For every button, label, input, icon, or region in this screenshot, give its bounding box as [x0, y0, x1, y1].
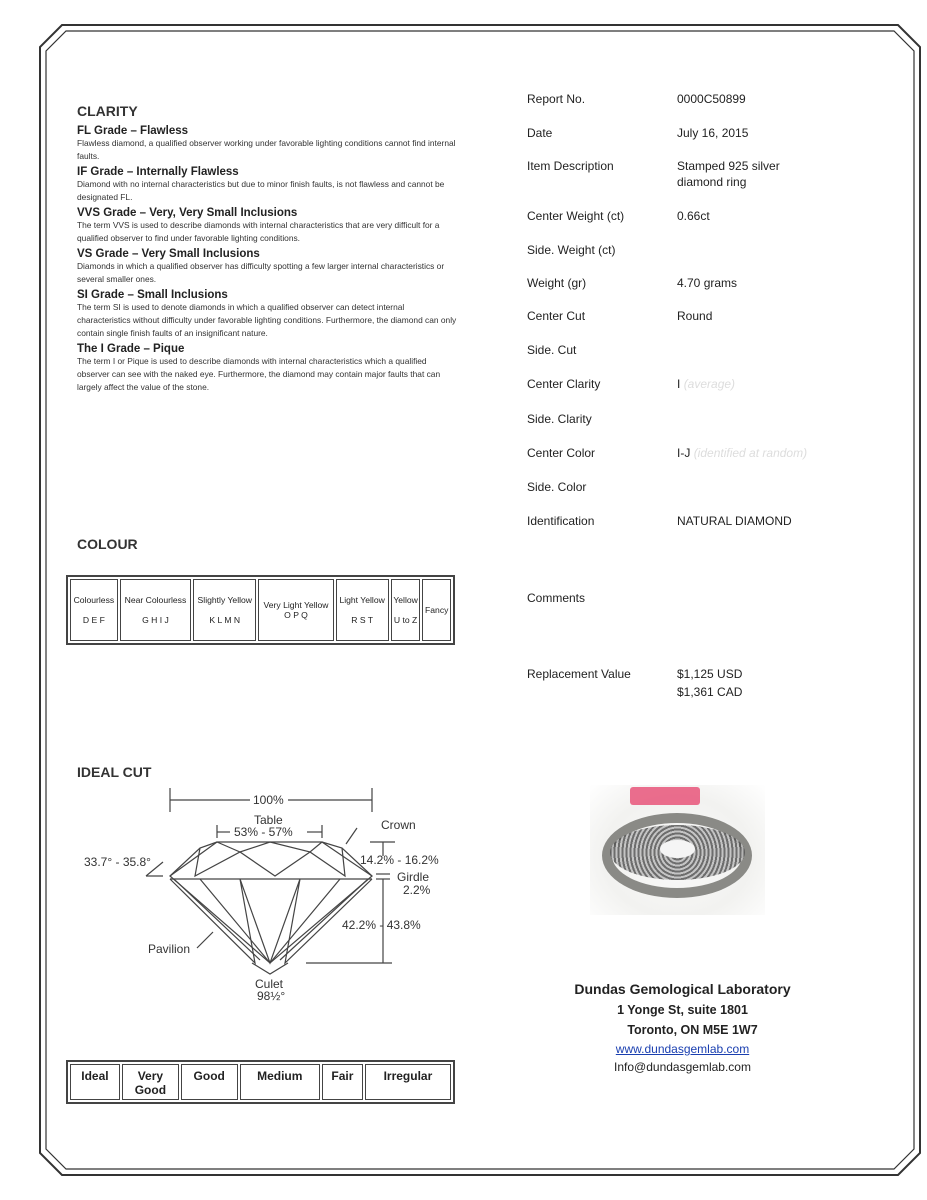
ideal-cut-title: IDEAL CUT — [77, 764, 152, 780]
girdle-pct-label: 2.2% — [403, 883, 431, 897]
field-label: Weight (gr) — [527, 276, 587, 290]
colour-cell: Yellow U to Z — [391, 579, 421, 641]
field-label: Side. Cut — [527, 343, 577, 357]
grade-heading: The I Grade – Pique — [77, 343, 185, 355]
lab-address-line2: Toronto, ON M5E 1W7 — [627, 1023, 758, 1037]
item-description: Stamped 925 silver diamond ring — [677, 159, 780, 189]
pavilion-depth-label: 42.2% - 43.8% — [342, 918, 421, 932]
report-date: July 16, 2015 — [677, 126, 749, 140]
crown-height-label: 14.2% - 16.2% — [360, 853, 439, 867]
culet-label: Culet — [255, 977, 284, 991]
grade-text: Flawless diamond, a qualified observer working under favorable lighting conditions cannot find internal faults. — [77, 138, 456, 161]
pavilion-label: Pavilion — [148, 942, 191, 956]
cut-grade-cell: Fair — [322, 1064, 363, 1100]
width-label: 100% — [253, 793, 284, 807]
center-clarity: I (average) — [677, 377, 736, 391]
field-label: Side. Clarity — [527, 412, 592, 426]
colour-cell: Colourless D E F — [70, 579, 118, 641]
center-color: I-J (identified at random) — [677, 446, 808, 460]
field-label: Date — [527, 126, 553, 140]
center-weight: 0.66ct — [677, 209, 710, 223]
lab-info — [540, 981, 825, 1074]
girdle-label: Girdle — [397, 870, 430, 884]
field-label: Item Description — [527, 159, 614, 173]
field-label: Replacement Value — [527, 667, 631, 681]
cut-grade-cell: Medium — [240, 1064, 320, 1100]
identification: NATURAL DIAMOND — [677, 514, 792, 528]
cut-grade-cell: Good — [181, 1064, 238, 1100]
field-label: Report No. — [527, 92, 586, 106]
center-cut: Round — [677, 309, 713, 323]
lab-website-link[interactable]: www.dundasgemlab.com — [615, 1042, 750, 1056]
weight-grams: 4.70 grams — [677, 276, 738, 290]
culet-angle-label: 98½° — [257, 989, 286, 1003]
lab-name: Dundas Gemological Laboratory — [574, 981, 791, 997]
field-label: Center Color — [527, 446, 596, 460]
crown-angle-label: 33.7° - 35.8° — [84, 855, 151, 869]
colour-cell: Light Yellow R S T — [336, 579, 389, 641]
colour-scale-table — [66, 575, 455, 645]
grade-text: The term VVS is used to describe diamonds with internal characteristics that are very difficult for a qualified observer to find under favorable lighting conditions. — [77, 220, 440, 243]
field-label: Comments — [527, 591, 586, 605]
lab-email: Info@dundasgemlab.com — [614, 1060, 751, 1074]
field-label: Identification — [527, 514, 595, 528]
colour-title: COLOUR — [77, 536, 138, 552]
colour-cell: Slightly Yellow K L M N — [193, 579, 256, 641]
cut-grade-cell: Very Good — [122, 1064, 179, 1100]
clarity-title: CLARITY — [77, 103, 138, 119]
grade-text: The term SI is used to denote diamonds in which a qualified observer can detect internal characteristics without difficulty under favorable lighting conditions. Furthermore, the diamond can only contain single finish faults of an insignificant nature. — [77, 302, 457, 338]
replacement-value: $1,125 USD $1,361 CAD — [677, 667, 743, 699]
price-tag — [630, 787, 700, 805]
grade-text: The term I or Pique is used to describe diamonds with internal characteristics which a qualified observer can see with the naked eye. Furthermore, the diamond may contain major faults that can largely affect the value of the stone. — [77, 356, 441, 392]
field-label: Center Cut — [527, 309, 586, 323]
ring-photo — [590, 785, 765, 915]
crown-label: Crown — [381, 818, 416, 832]
lab-address-line1: 1 Yonge St, suite 1801 — [617, 1003, 748, 1017]
grade-heading: VS Grade – Very Small Inclusions — [77, 248, 260, 260]
table-label: Table — [254, 813, 283, 827]
colour-cell: Fancy — [422, 579, 451, 641]
grade-text: Diamond with no internal characteristics but due to minor finish faults, is not flawless and cannot be designated FL. — [77, 179, 445, 202]
cut-grade-table — [66, 1060, 455, 1104]
grade-heading: VVS Grade – Very, Very Small Inclusions — [77, 207, 298, 219]
grade-text: Diamonds in which a qualified observer has difficulty spotting a few larger internal characteristics or several smaller ones. — [77, 261, 445, 284]
grade-heading: SI Grade – Small Inclusions — [77, 289, 228, 301]
field-label: Side. Weight (ct) — [527, 243, 616, 257]
report-number: 0000C50899 — [677, 92, 746, 106]
grade-heading: IF Grade – Internally Flawless — [77, 166, 239, 178]
cut-grade-cell: Irregular — [365, 1064, 451, 1100]
field-label: Center Weight (ct) — [527, 209, 625, 223]
diamond-proportions-diagram — [70, 780, 460, 1010]
colour-cell: Near Colourless G H I J — [120, 579, 191, 641]
field-label: Center Clarity — [527, 377, 601, 391]
table-pct-label: 53% - 57% — [234, 825, 293, 839]
colour-cell: Very Light Yellow O P Q — [258, 579, 333, 641]
clarity-section — [77, 125, 462, 394]
field-label: Side. Color — [527, 480, 587, 494]
cut-grade-cell: Ideal — [70, 1064, 120, 1100]
grade-heading: FL Grade – Flawless — [77, 125, 189, 137]
ring-center — [660, 840, 695, 858]
